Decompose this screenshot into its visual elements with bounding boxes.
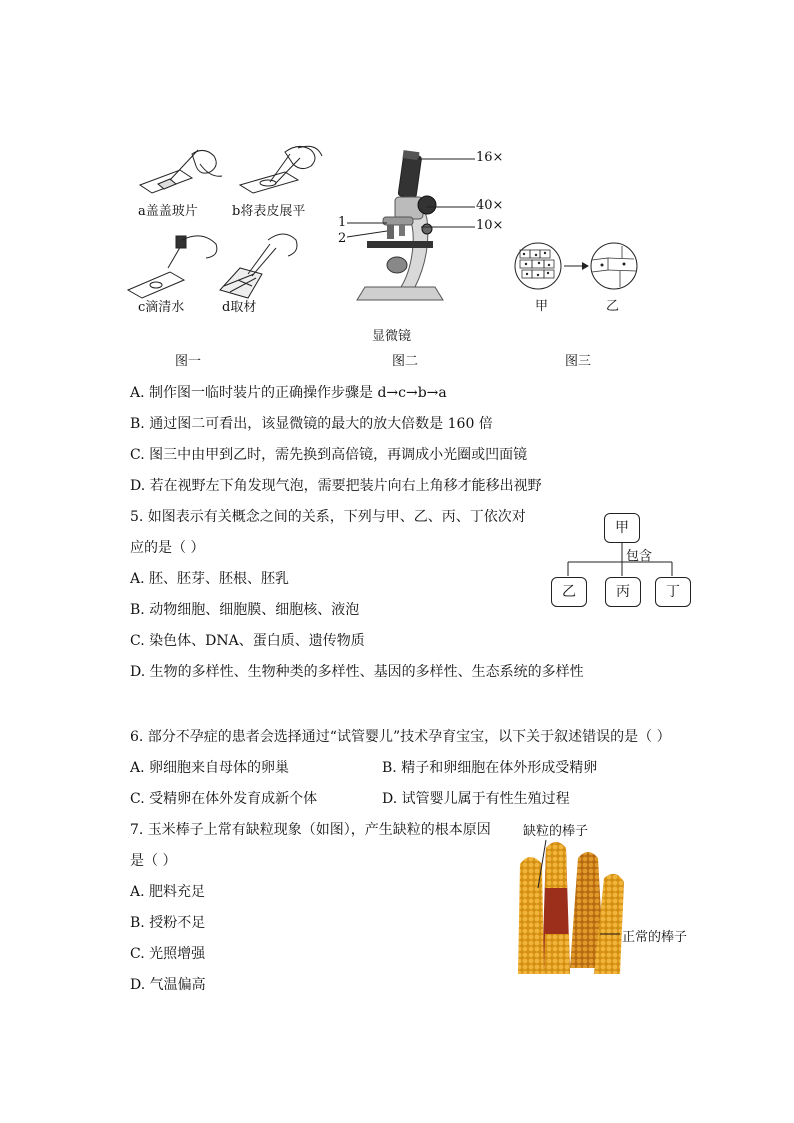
- q6-option-d: D. 试管婴儿属于有性生殖过程: [382, 791, 570, 807]
- step-a-label: a盖盖玻片: [138, 204, 198, 219]
- concept-child-3: 丁: [655, 577, 691, 607]
- part-2-label: 2: [338, 231, 347, 246]
- step-d-label: d取材: [222, 300, 257, 315]
- step-b-label: b将表皮展平: [232, 204, 306, 219]
- q7-option-b: B. 授粉不足: [130, 915, 206, 931]
- objective-low-label: 10×: [476, 218, 504, 233]
- q7-stem-line2: 是（ ）: [130, 853, 177, 869]
- corn-illustration: [516, 838, 646, 976]
- view-yi: [591, 243, 637, 289]
- q7-option-d: D. 气温偏高: [130, 977, 206, 993]
- view-jia: [515, 243, 561, 289]
- figure-one-illustration: [120, 140, 340, 320]
- q4-option-c: C. 图三中由甲到乙时，需先换到高倍镜，再调成小光圈或凹面镜: [130, 447, 528, 463]
- q7-option-c: C. 光照增强: [130, 946, 206, 962]
- q4-option-d: D. 若在视野左下角发现气泡，需要把装片向右上角移才能移出视野: [130, 478, 542, 494]
- q5-option-b: B. 动物细胞、细胞膜、细胞核、液泡: [130, 602, 360, 618]
- view-jia-label: 甲: [535, 299, 549, 314]
- normal-cob-label: 正常的棒子: [622, 930, 688, 945]
- view-yi-label: 乙: [606, 299, 620, 314]
- concept-child-2: 丙: [605, 577, 641, 607]
- objective-high-label: 40×: [476, 198, 504, 213]
- q4-option-a: A. 制作图一临时装片的正确操作步骤是 d→c→b→a: [130, 385, 447, 401]
- q7-stem-line1: 7. 玉米棒子上常有缺粒现象（如图），产生缺粒的根本原因: [130, 822, 491, 838]
- concept-relation-label: 包含: [626, 549, 653, 564]
- step-c-drawing: [128, 236, 217, 298]
- field-of-view-illustration: [512, 238, 642, 294]
- concept-top-box: 甲: [604, 513, 640, 543]
- q5-option-d: D. 生物的多样性、生物种类的多样性、基因的多样性、生态系统的多样性: [130, 664, 584, 680]
- eyepiece-label: 16×: [476, 150, 504, 165]
- concept-child-1: 乙: [551, 577, 587, 607]
- q4-option-b: B. 通过图二可看出，该显微镜的最大的放大倍数是 160 倍: [130, 416, 493, 432]
- q5-option-c: C. 染色体、DNA、蛋白质、遗传物质: [130, 633, 365, 649]
- q6-stem: 6. 部分不孕症的患者会选择通过“试管婴儿”技术孕育宝宝，以下关于叙述错误的是（ ）: [130, 729, 671, 745]
- q5-stem-line1: 5. 如图表示有关概念之间的关系，下列与甲、乙、丙、丁依次对: [130, 509, 526, 525]
- figure-two-caption: 图二: [392, 354, 419, 369]
- step-b-drawing: [240, 146, 322, 193]
- defective-cob-label: 缺粒的棒子: [523, 824, 589, 839]
- step-a-drawing: [140, 150, 222, 193]
- figure-three-caption: 图三: [565, 354, 592, 369]
- step-c-label: c滴清水: [138, 300, 185, 315]
- microscope-name: 显微镜: [372, 329, 412, 344]
- figure-one-caption: 图一: [175, 354, 202, 369]
- q5-stem-line2: 应的是（ ）: [130, 540, 205, 556]
- q6-option-c: C. 受精卵在体外发育成新个体: [130, 791, 318, 807]
- q5-option-a: A. 胚、胚芽、胚根、胚乳: [130, 571, 290, 587]
- step-d-drawing: [220, 234, 297, 298]
- q6-option-b: B. 精子和卵细胞在体外形成受精卵: [382, 760, 598, 776]
- q7-option-a: A. 肥料充足: [130, 884, 206, 900]
- part-1-label: 1: [338, 215, 347, 230]
- q6-option-a: A. 卵细胞来自母体的卵巢: [130, 760, 290, 776]
